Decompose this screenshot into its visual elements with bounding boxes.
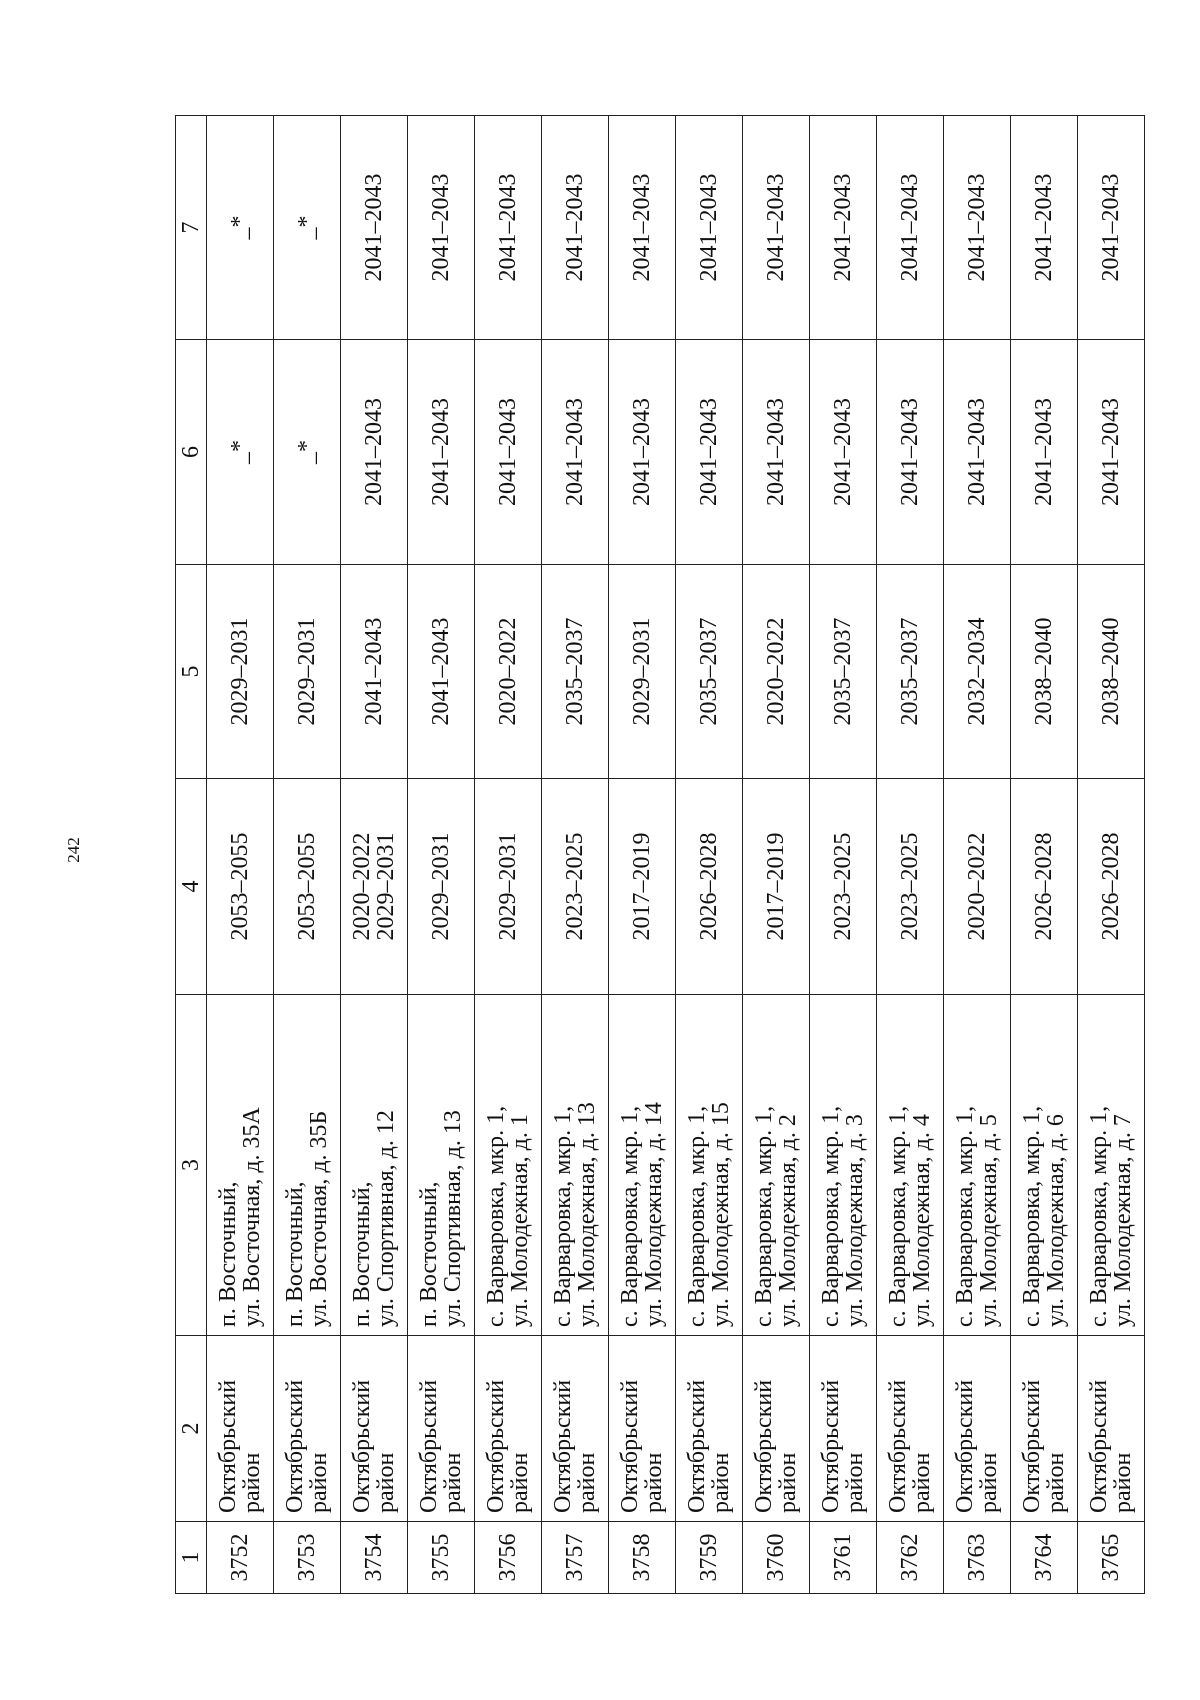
cell-text-line: Октябрьский	[282, 1379, 308, 1513]
cell-text-line: 2041–2043	[428, 617, 454, 726]
cell-text-line: п. Восточный,	[282, 1181, 308, 1327]
cell-text-line: ул. Восточная, д. 35Б	[306, 1110, 332, 1327]
period-col5-cell	[341, 565, 408, 779]
period-col6-cell	[1078, 340, 1145, 565]
address-cell	[274, 995, 341, 1336]
district-cell	[542, 1336, 609, 1522]
cell-text-line: Октябрьский	[684, 1379, 710, 1513]
period-col6-cell	[341, 340, 408, 565]
cell-text-line: Октябрьский	[751, 1379, 777, 1513]
cell-text-line: _*	[227, 215, 253, 240]
header-cell-5: 5	[176, 565, 207, 779]
rotated-table-wrapper	[175, 116, 1145, 1594]
period-col7-cell	[676, 116, 743, 340]
table-row	[207, 116, 274, 1594]
cell-text-line: 2023–2025	[897, 832, 923, 941]
cell-text-line: 2020–2022	[763, 617, 789, 726]
table-row	[609, 116, 676, 1594]
period-col7-cell	[341, 116, 408, 340]
period-col4-cell	[274, 779, 341, 995]
period-col7-cell	[1078, 116, 1145, 340]
cell-text-line: район	[976, 1452, 1002, 1513]
cell-text-line: 2041–2043	[562, 398, 588, 506]
cell-text-line: 2041–2043	[629, 173, 655, 282]
cell-text-line: 2038–2040	[1031, 617, 1057, 726]
period-col6-cell	[207, 340, 274, 565]
cell-text-line: район	[708, 1452, 734, 1513]
header-row	[176, 116, 207, 1594]
period-col6-cell	[810, 340, 877, 565]
period-col6-cell	[944, 340, 1011, 565]
cell-text-line: Октябрьский	[550, 1379, 576, 1513]
district-cell	[1078, 1336, 1145, 1522]
period-col7-cell	[609, 116, 676, 340]
district-cell	[408, 1336, 475, 1522]
cell-text-line: 2053–2055	[227, 832, 253, 941]
cell-text-line: 2041–2043	[428, 173, 454, 282]
row-number-cell: 3752	[207, 1522, 274, 1594]
cell-text-line: 2041–2043	[897, 398, 923, 506]
address-cell	[1078, 995, 1145, 1336]
cell-text-line: район	[507, 1452, 533, 1513]
cell-text-line: ул. Спортивная, д. 13	[440, 1110, 466, 1327]
table-row	[676, 116, 743, 1594]
cell-text-line: с. Варваровка, мкр. 1,	[684, 1105, 710, 1327]
cell-text-line: 2053–2055	[294, 832, 320, 941]
cell-text-line: 2041–2043	[696, 398, 722, 506]
row-number-cell: 3754	[341, 1522, 408, 1594]
cell-text-line: ул. Восточная, д. 35А	[239, 1107, 265, 1327]
row-number-cell: 3759	[676, 1522, 743, 1594]
cell-text-line: 2035–2037	[696, 617, 722, 726]
cell-text-line: Октябрьский	[483, 1379, 509, 1513]
cell-text-line: район	[1110, 1452, 1136, 1513]
table-row	[1011, 116, 1078, 1594]
address-cell	[743, 995, 810, 1336]
cell-text-line: с. Варваровка, мкр. 1,	[550, 1105, 576, 1327]
cell-text-line: с. Варваровка, мкр. 1,	[818, 1105, 844, 1327]
cell-text-line: ул. Молодежная, д. 15	[708, 1102, 734, 1327]
period-col6-cell	[743, 340, 810, 565]
period-col5-cell	[1011, 565, 1078, 779]
address-cell	[810, 995, 877, 1336]
cell-text-line: 2020–2022	[964, 832, 990, 941]
cell-text-line: 2017–2019	[763, 832, 789, 941]
cell-text-line: 2041–2043	[763, 173, 789, 282]
cell-text-line: 2041–2043	[830, 398, 856, 506]
table-body	[207, 116, 1145, 1594]
cell-text-line: район	[1043, 1452, 1069, 1513]
cell-text-line: 2026–2028	[1031, 832, 1057, 941]
page-number: 242	[64, 837, 83, 863]
schedule-table	[175, 115, 1145, 1594]
district-cell	[676, 1336, 743, 1522]
cell-text-line: 2041–2043	[428, 398, 454, 506]
cell-text-line: ул. Молодежная, д. 1	[507, 1114, 533, 1327]
cell-text-line: 2041–2043	[562, 173, 588, 282]
cell-text-line: 2041–2043	[964, 173, 990, 282]
row-number-cell: 3765	[1078, 1522, 1145, 1594]
cell-text-line: ул. Молодежная, д. 7	[1110, 1114, 1136, 1327]
cell-text-line: Октябрьский	[215, 1379, 241, 1513]
cell-text-line: с. Варваровка, мкр. 1,	[751, 1105, 777, 1327]
period-col4-cell	[944, 779, 1011, 995]
cell-text-line: с. Варваровка, мкр. 1,	[885, 1105, 911, 1327]
cell-text-line: 2041–2043	[897, 173, 923, 282]
period-col4-cell	[475, 779, 542, 995]
period-col4-cell	[743, 779, 810, 995]
period-col4-cell	[1011, 779, 1078, 995]
period-col7-cell	[274, 116, 341, 340]
cell-text-line: район	[440, 1452, 466, 1513]
period-col7-cell	[877, 116, 944, 340]
cell-text-line: п. Восточный,	[416, 1181, 442, 1327]
address-cell	[676, 995, 743, 1336]
cell-text-line: Октябрьский	[885, 1379, 911, 1513]
cell-text-line: 2023–2025	[562, 832, 588, 941]
address-cell	[609, 995, 676, 1336]
cell-text-line: 2029–2031	[495, 832, 521, 941]
cell-text-line: Октябрьский	[952, 1379, 978, 1513]
period-col6-cell	[1011, 340, 1078, 565]
rotated-page-area	[175, 116, 1145, 1594]
header-cell-7: 7	[176, 116, 207, 340]
district-cell	[944, 1336, 1011, 1522]
header-cell-3: 3	[176, 995, 207, 1336]
cell-text-line: район	[775, 1452, 801, 1513]
cell-text-line: 2041–2043	[964, 398, 990, 506]
cell-text-line: ул. Молодежная, д. 13	[574, 1102, 600, 1327]
cell-text-line: Октябрьский	[1019, 1379, 1045, 1513]
cell-text-line: район	[574, 1452, 600, 1513]
period-col5-cell	[810, 565, 877, 779]
district-cell	[1011, 1336, 1078, 1522]
cell-text-line: 2041–2043	[495, 398, 521, 506]
period-col4-cell	[609, 779, 676, 995]
cell-text-line: 2041–2043	[830, 173, 856, 282]
period-col5-cell	[207, 565, 274, 779]
period-col6-cell	[676, 340, 743, 565]
period-col4-cell	[810, 779, 877, 995]
cell-text-line: район	[641, 1452, 667, 1513]
cell-text-line: с. Варваровка, мкр. 1,	[952, 1105, 978, 1327]
table-row	[408, 116, 475, 1594]
cell-text-line: 2041–2043	[361, 398, 387, 506]
row-number-cell: 3763	[944, 1522, 1011, 1594]
district-cell	[810, 1336, 877, 1522]
cell-text-line: 2041–2043	[1031, 173, 1057, 282]
period-col4-cell	[341, 779, 408, 995]
row-number-cell: 3762	[877, 1522, 944, 1594]
cell-text-line: 2041–2043	[629, 398, 655, 506]
cell-text-line: 2032–2034	[964, 617, 990, 726]
table-row	[810, 116, 877, 1594]
cell-text-line: 2041–2043	[696, 173, 722, 282]
cell-text-line: 2038–2040	[1098, 617, 1124, 726]
period-col4-cell	[408, 779, 475, 995]
period-col6-cell	[877, 340, 944, 565]
cell-text-line: _*	[294, 440, 320, 464]
address-cell	[877, 995, 944, 1336]
district-cell	[341, 1336, 408, 1522]
table-row	[274, 116, 341, 1594]
table-row	[743, 116, 810, 1594]
cell-text-line: 2023–2025	[830, 832, 856, 941]
row-number-cell: 3758	[609, 1522, 676, 1594]
cell-text-line: 2041–2043	[361, 173, 387, 282]
cell-text-line: ул. Молодежная, д. 2	[775, 1114, 801, 1327]
address-cell	[944, 995, 1011, 1336]
period-col7-cell	[408, 116, 475, 340]
row-number-cell: 3753	[274, 1522, 341, 1594]
cell-text-line: ул. Молодежная, д. 6	[1043, 1114, 1069, 1327]
cell-text-line: ул. Молодежная, д. 3	[842, 1114, 868, 1327]
period-col7-cell	[1011, 116, 1078, 340]
period-col5-cell	[743, 565, 810, 779]
cell-text-line: 2041–2043	[763, 398, 789, 506]
cell-text-line: 2026–2028	[1098, 832, 1124, 941]
header-cell-1: 1	[176, 1522, 207, 1594]
district-cell	[877, 1336, 944, 1522]
cell-text-line: с. Варваровка, мкр. 1,	[617, 1105, 643, 1327]
cell-text-line: 2041–2043	[1031, 398, 1057, 506]
cell-text-line: Октябрьский	[1086, 1379, 1112, 1513]
district-cell	[274, 1336, 341, 1522]
cell-text-line: _*	[294, 215, 320, 240]
cell-text-line: Октябрьский	[818, 1379, 844, 1513]
address-cell	[475, 995, 542, 1336]
cell-text-line: с. Варваровка, мкр. 1,	[483, 1105, 509, 1327]
period-col5-cell	[274, 565, 341, 779]
cell-text-line: 2029–2031	[227, 617, 253, 726]
cell-text-line: 2017–2019	[629, 832, 655, 941]
row-number-cell: 3761	[810, 1522, 877, 1594]
header-cell-4: 4	[176, 779, 207, 995]
period-col6-cell	[475, 340, 542, 565]
table-row	[341, 116, 408, 1594]
cell-text-line: район	[909, 1452, 935, 1513]
table-row	[542, 116, 609, 1594]
period-col7-cell	[475, 116, 542, 340]
row-number-cell: 3756	[475, 1522, 542, 1594]
period-col7-cell	[542, 116, 609, 340]
cell-text-line: _*	[227, 440, 253, 464]
cell-text-line: 2020–2022	[349, 832, 375, 941]
cell-text-line: ул. Молодежная, д. 4	[909, 1114, 935, 1327]
period-col4-cell	[207, 779, 274, 995]
cell-text-line: Октябрьский	[349, 1379, 375, 1513]
address-cell	[408, 995, 475, 1336]
period-col4-cell	[877, 779, 944, 995]
period-col7-cell	[810, 116, 877, 340]
table-row	[475, 116, 542, 1594]
row-number-cell: 3764	[1011, 1522, 1078, 1594]
period-col5-cell	[944, 565, 1011, 779]
period-col5-cell	[609, 565, 676, 779]
district-cell	[743, 1336, 810, 1522]
row-number-cell: 3757	[542, 1522, 609, 1594]
cell-text-line: 2029–2031	[373, 832, 399, 941]
cell-text-line: 2041–2043	[361, 617, 387, 726]
period-col7-cell	[743, 116, 810, 340]
cell-text-line: Октябрьский	[416, 1379, 442, 1513]
district-cell	[207, 1336, 274, 1522]
period-col5-cell	[676, 565, 743, 779]
period-col5-cell	[1078, 565, 1145, 779]
cell-text-line: 2029–2031	[629, 617, 655, 726]
cell-text-line: район	[842, 1452, 868, 1513]
cell-text-line: 2035–2037	[562, 617, 588, 726]
period-col4-cell	[676, 779, 743, 995]
period-col7-cell	[207, 116, 274, 340]
address-cell	[207, 995, 274, 1336]
cell-text-line: 2026–2028	[696, 832, 722, 941]
address-cell	[542, 995, 609, 1336]
cell-text-line: 2035–2037	[830, 617, 856, 726]
cell-text-line: 2041–2043	[495, 173, 521, 282]
district-cell	[475, 1336, 542, 1522]
cell-text-line: 2041–2043	[1098, 173, 1124, 282]
cell-text-line: 2029–2031	[294, 617, 320, 726]
period-col4-cell	[542, 779, 609, 995]
cell-text-line: район	[306, 1452, 332, 1513]
cell-text-line: п. Восточный,	[349, 1181, 375, 1327]
table-row	[1078, 116, 1145, 1594]
cell-text-line: 2029–2031	[428, 832, 454, 941]
cell-text-line: ул. Молодежная, д. 14	[641, 1102, 667, 1327]
period-col5-cell	[542, 565, 609, 779]
row-number-cell: 3755	[408, 1522, 475, 1594]
period-col6-cell	[609, 340, 676, 565]
period-col4-cell	[1078, 779, 1145, 995]
period-col7-cell	[944, 116, 1011, 340]
header-cell-2: 2	[176, 1336, 207, 1522]
cell-text-line: с. Варваровка, мкр. 1,	[1086, 1105, 1112, 1327]
period-col5-cell	[408, 565, 475, 779]
cell-text-line: 2041–2043	[1098, 398, 1124, 506]
cell-text-line: 2035–2037	[897, 617, 923, 726]
district-cell	[609, 1336, 676, 1522]
cell-text-line: ул. Молодежная, д. 5	[976, 1114, 1002, 1327]
cell-text-line: 2020–2022	[495, 617, 521, 726]
cell-text-line: ул. Спортивная, д. 12	[373, 1110, 399, 1327]
cell-text-line: Октябрьский	[617, 1379, 643, 1513]
address-cell	[341, 995, 408, 1336]
period-col6-cell	[542, 340, 609, 565]
cell-text-line: район	[373, 1452, 399, 1513]
period-col5-cell	[475, 565, 542, 779]
address-cell	[1011, 995, 1078, 1336]
cell-text-line: район	[239, 1452, 265, 1513]
header-cell-6: 6	[176, 340, 207, 565]
period-col6-cell	[274, 340, 341, 565]
cell-text-line: п. Восточный,	[215, 1181, 241, 1327]
period-col5-cell	[877, 565, 944, 779]
table-row	[944, 116, 1011, 1594]
period-col6-cell	[408, 340, 475, 565]
table-row	[877, 116, 944, 1594]
row-number-cell: 3760	[743, 1522, 810, 1594]
cell-text-line: с. Варваровка, мкр. 1,	[1019, 1105, 1045, 1327]
